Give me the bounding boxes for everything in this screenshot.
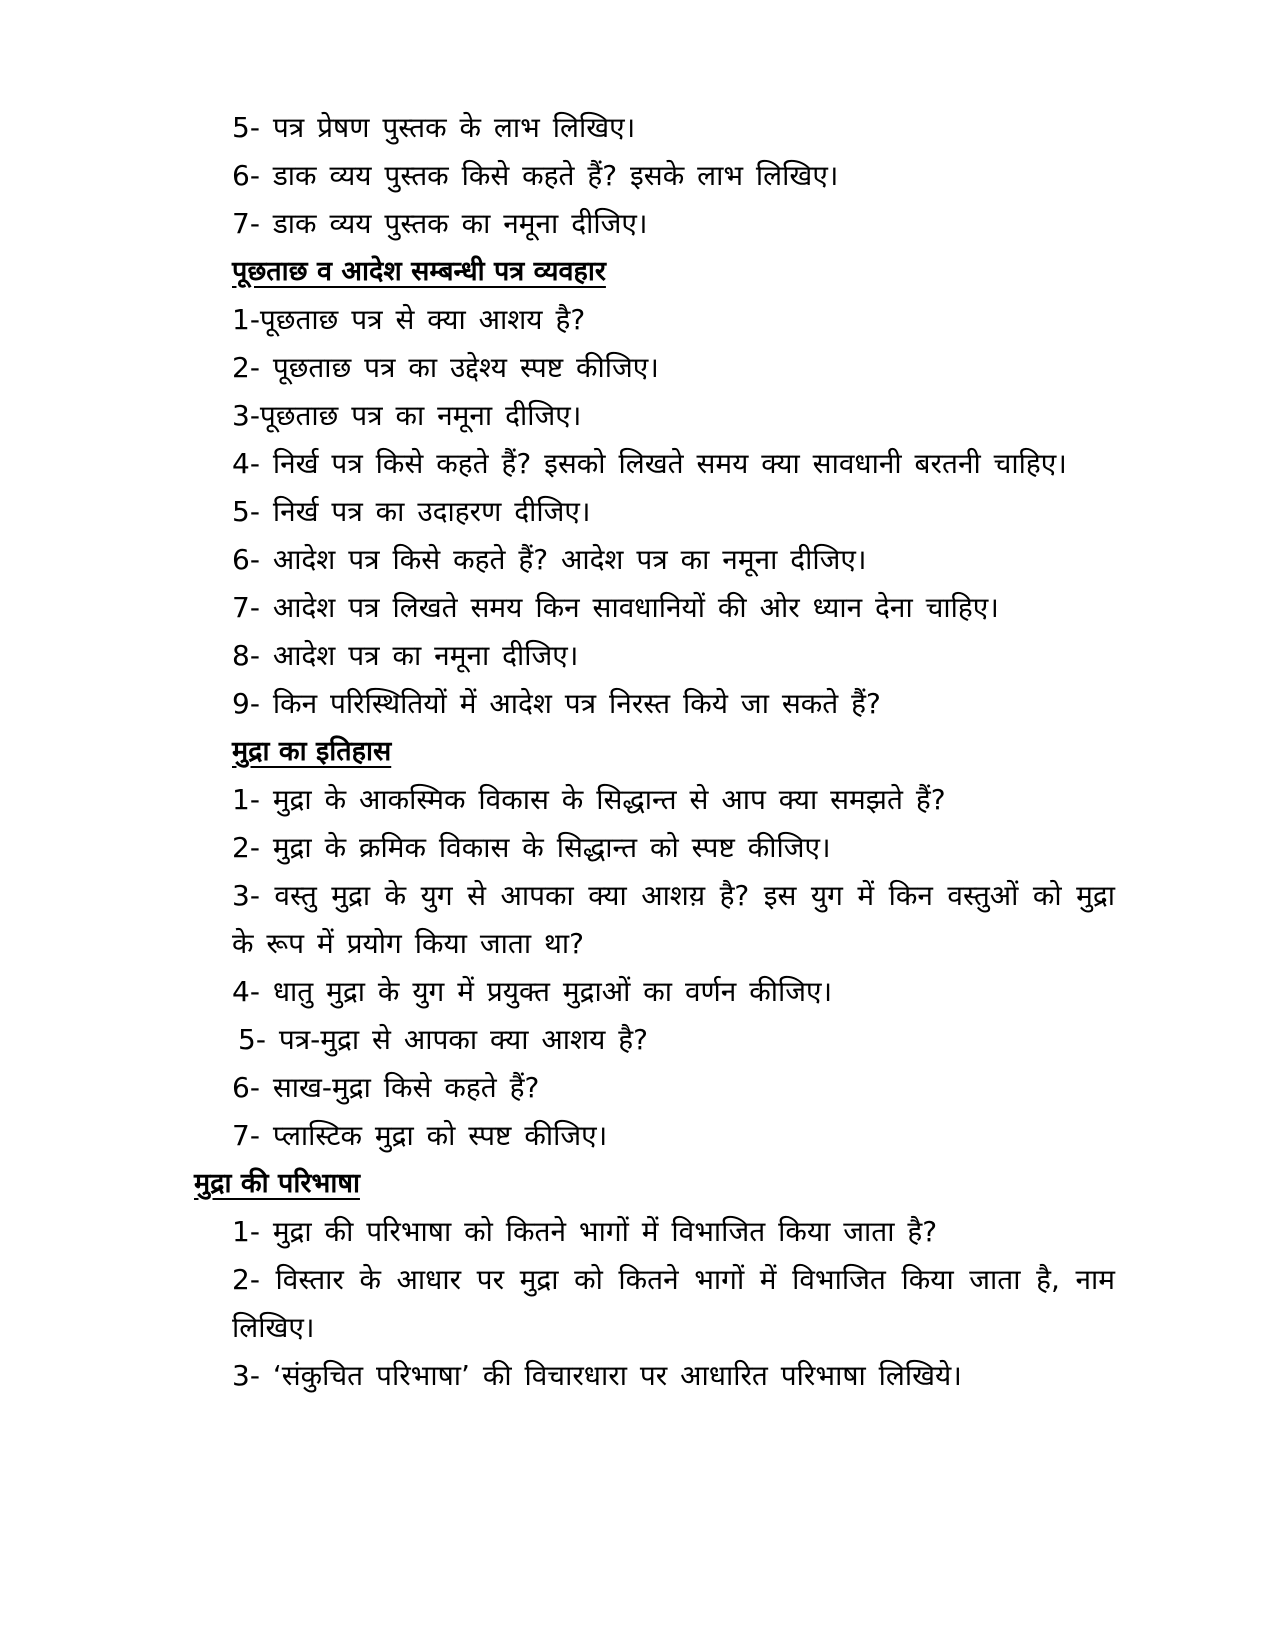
question-item: 2- विस्तार के आधार पर मुद्रा को कितने भागों में विभाजित किया जाता है, नाम लिखिए। [232, 1263, 1115, 1344]
question-item: 5- पत्र प्रेषण पुस्तक के लाभ लिखिए। [232, 111, 636, 144]
question-list [194, 104, 1115, 1400]
question-item: 4- धातु मुद्रा के युग में प्रयुक्त मुद्राओं का वर्णन कीजिए। [232, 975, 833, 1008]
question-item: 7- प्लास्टिक मुद्रा को स्पष्ट कीजिए। [232, 1119, 608, 1152]
question-item: 8- आदेश पत्र का नमूना दीजिए। [232, 639, 579, 672]
question-item: 7- आदेश पत्र लिखते समय किन सावधानियों की ओर ध्यान देना चाहिए। [232, 591, 999, 624]
question-item: 1- मुद्रा के आकस्मिक विकास के सिद्धान्त से आप क्या समझते हैं? [232, 783, 946, 816]
question-item: 2- मुद्रा के क्रमिक विकास के सिद्धान्त को स्पष्ट कीजिए। [232, 831, 831, 864]
section-heading-money-definition: मुद्रा की परिभाषा [194, 1168, 360, 1199]
question-item: 1-पूछताछ पत्र से क्या आशय है? [232, 303, 586, 336]
section-heading-money-history: मुद्रा का इतिहास [232, 736, 392, 767]
question-item: 4- निर्ख पत्र किसे कहते हैं? इसको लिखते समय क्या सावधानी बरतनी चाहिए। [232, 447, 1067, 480]
question-item: 6- आदेश पत्र किसे कहते हैं? आदेश पत्र का नमूना दीजिए। [232, 543, 867, 576]
question-item: 6- साख-मुद्रा किसे कहते हैं? [232, 1071, 540, 1104]
question-item: 5- निर्ख पत्र का उदाहरण दीजिए। [232, 495, 591, 528]
question-item: 3- वस्तु मुद्रा के युग से आपका क्या आशय़ है? इस युग में किन वस्तुओं को मुद्रा के रूप में प्रयोग किया जाता था? [232, 879, 1115, 960]
question-item: 6- डाक व्यय पुस्तक किसे कहते हैं? इसके लाभ लिखिए। [232, 159, 839, 192]
question-item: 1- मुद्रा की परिभाषा को कितने भागों में विभाजित किया जाता है? [232, 1215, 938, 1248]
question-item: 3-पूछताछ पत्र का नमूना दीजिए। [232, 399, 582, 432]
question-item: 5- पत्र-मुद्रा से आपका क्या आशय है? [238, 1023, 648, 1056]
section-heading-enquiry: पूछताछ व आदेश सम्बन्धी पत्र व्यवहार [232, 256, 606, 287]
question-item: 2- पूछताछ पत्र का उद्देश्य स्पष्ट कीजिए। [232, 351, 659, 384]
question-item: 3- ‘संकुचित परिभाषा’ की विचारधारा पर आधारित परिभाषा लिखिये। [232, 1359, 962, 1392]
question-item: 7- डाक व्यय पुस्तक का नमूना दीजिए। [232, 207, 648, 240]
question-item: 9- किन परिस्थितियों में आदेश पत्र निरस्त किये जा सकते हैं? [232, 687, 881, 720]
